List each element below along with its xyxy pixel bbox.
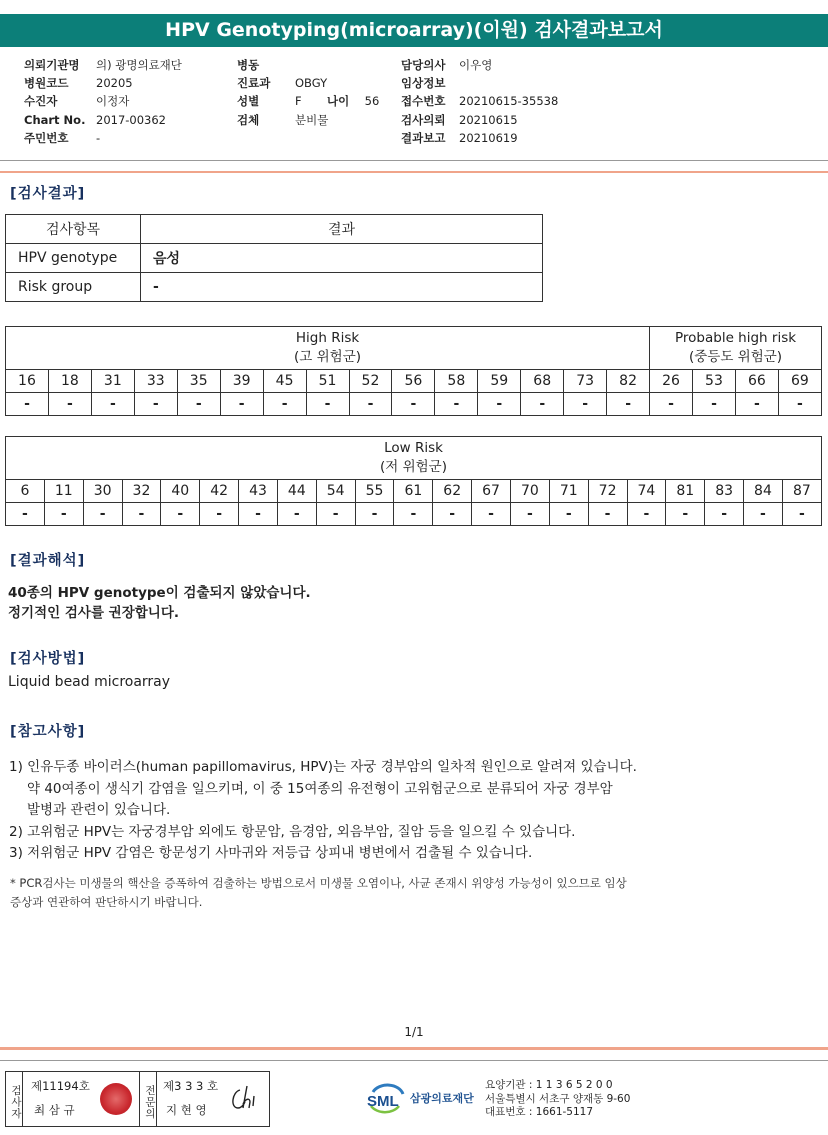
low-risk-type-cell: 84 — [744, 480, 783, 503]
section-method-title: [검사방법] — [10, 651, 86, 667]
low-risk-label-ko: (저 위험군) — [380, 459, 447, 475]
low-risk-result-cell: - — [122, 503, 161, 526]
high-risk-type-cell: 82 — [607, 370, 650, 393]
probable-risk-type-cell: 69 — [778, 370, 821, 393]
result-header-item: 검사항목 — [6, 215, 141, 244]
low-risk-result-cell: - — [161, 503, 200, 526]
low-risk-result-cell: - — [627, 503, 666, 526]
examiner-label: 검사자 — [6, 1072, 23, 1126]
high-risk-type-cell: 31 — [91, 370, 134, 393]
info3-label: 임상정보 — [401, 76, 446, 91]
low-risk-type-cell: 30 — [83, 480, 122, 503]
result-summary-table — [5, 214, 543, 302]
info2-row — [237, 74, 328, 92]
header-divider — [0, 160, 828, 161]
low-risk-result-cell: - — [239, 503, 278, 526]
info3-label: 검사의뢰 — [401, 112, 446, 127]
specialist-label: 전문의 — [140, 1072, 157, 1126]
low-risk-type-cell: 40 — [161, 480, 200, 503]
patient-info-col1 — [24, 56, 182, 147]
low-risk-type-cell: 74 — [627, 480, 666, 503]
low-risk-result-cell: - — [355, 503, 394, 526]
info1-row — [24, 56, 182, 74]
high-risk-result-cell: - — [134, 393, 177, 416]
high-risk-type-cell: 35 — [177, 370, 220, 393]
low-risk-result-cell: - — [6, 503, 45, 526]
info1-row — [24, 74, 182, 92]
probable-risk-label-ko: (중등도 위험군) — [688, 349, 783, 365]
page-number: 1/1 — [404, 1025, 424, 1039]
info2-value: 분비물 — [295, 112, 329, 127]
info3-row — [401, 74, 558, 92]
low-risk-type-cell: 32 — [122, 480, 161, 503]
probable-risk-result-cell: - — [693, 393, 736, 416]
high-risk-type-cell: 58 — [435, 370, 478, 393]
result-value-risk-group: - — [141, 273, 543, 302]
notes-list — [9, 757, 637, 865]
low-risk-result-cell: - — [433, 503, 472, 526]
info2-value: OBGY — [295, 76, 328, 91]
high-risk-result-cell: - — [521, 393, 564, 416]
info1-label: 병원코드 — [24, 76, 69, 91]
info1-row — [24, 92, 182, 110]
low-risk-result-cell: - — [277, 503, 316, 526]
probable-risk-type-cell: 66 — [735, 370, 778, 393]
low-risk-type-cell: 81 — [666, 480, 705, 503]
low-risk-result-cell: - — [200, 503, 239, 526]
info3-label: 접수번호 — [401, 94, 446, 109]
high-risk-result-cell: - — [435, 393, 478, 416]
info1-label: Chart No. — [24, 112, 86, 127]
specialist-name: 지 현 영 — [166, 1103, 207, 1117]
info1-value: 20205 — [96, 76, 133, 91]
result-value-genotype: 음성 — [141, 244, 543, 273]
info3-row — [401, 92, 558, 110]
high-risk-type-cell: 52 — [349, 370, 392, 393]
interpretation-text — [8, 583, 311, 623]
info2-label: 검체 — [237, 112, 260, 127]
low-risk-result-cell: - — [394, 503, 433, 526]
info2-label: 진료과 — [237, 76, 271, 91]
low-risk-type-cell: 87 — [782, 480, 821, 503]
high-risk-result-cell: - — [6, 393, 49, 416]
probable-risk-label-en: Probable high risk — [675, 330, 797, 346]
age-field — [327, 92, 379, 110]
high-risk-type-cell: 68 — [521, 370, 564, 393]
low-risk-type-cell: 70 — [510, 480, 549, 503]
info1-value: 2017-00362 — [96, 112, 166, 127]
probable-risk-result-cell: - — [778, 393, 821, 416]
high-risk-type-cell: 56 — [392, 370, 435, 393]
high-risk-result-cell: - — [392, 393, 435, 416]
high-risk-result-cell: - — [349, 393, 392, 416]
info3-row — [401, 129, 558, 147]
sml-logo-icon — [365, 1076, 407, 1118]
examiner-name: 최 삼 규 — [34, 1103, 75, 1117]
info3-value: 이우영 — [459, 58, 493, 72]
signature-box — [5, 1071, 270, 1127]
examiner-number: 제11194호 — [31, 1079, 90, 1093]
high-risk-result-cell: - — [48, 393, 91, 416]
low-risk-result-cell: - — [316, 503, 355, 526]
info3-row — [401, 111, 558, 129]
footer-divider — [0, 1060, 828, 1061]
info2-row — [237, 111, 328, 129]
note-2: 2) 고위험군 HPV는 자궁경부암 외에도 항문암, 음경암, 외음부암, 질암 등을 일으킬 수 있습니다. — [9, 823, 576, 840]
low-risk-result-cell: - — [588, 503, 627, 526]
interpretation-line1-rest: 이 검출되지 않았습니다. — [165, 585, 311, 601]
info2-value: F — [295, 94, 302, 109]
low-risk-type-cell: 72 — [588, 480, 627, 503]
high-risk-result-cell: - — [177, 393, 220, 416]
result-item-risk-group: Risk group — [6, 273, 141, 302]
footnote-line1: * PCR검사는 미생물의 핵산을 증폭하여 검출하는 방법으로서 미생물 오염이나, 사균 존재시 위양성 가능성이 있으므로 임상 — [10, 876, 627, 890]
patient-info-col2 — [237, 56, 328, 129]
section-notes-title: [참고사항] — [10, 724, 86, 740]
examiner-seal — [100, 1083, 132, 1115]
info2-row — [237, 92, 328, 110]
result-item-genotype: HPV genotype — [6, 244, 141, 273]
probable-risk-type-cell: 26 — [650, 370, 693, 393]
high-risk-result-cell: - — [91, 393, 134, 416]
low-risk-table — [5, 436, 822, 526]
info1-label: 주민번호 — [24, 130, 69, 145]
probable-risk-type-cell: 53 — [693, 370, 736, 393]
low-risk-type-cell: 62 — [433, 480, 472, 503]
low-risk-result-cell: - — [666, 503, 705, 526]
low-risk-type-cell: 42 — [200, 480, 239, 503]
high-risk-type-cell: 45 — [263, 370, 306, 393]
patient-info-col3 — [401, 56, 558, 147]
section-interpretation-title: [결과해석] — [10, 553, 86, 569]
specialist-signature — [228, 1082, 266, 1116]
low-risk-result-cell: - — [782, 503, 821, 526]
info1-value: - — [96, 130, 101, 145]
low-risk-type-cell: 54 — [316, 480, 355, 503]
low-risk-result-cell: - — [83, 503, 122, 526]
low-risk-result-cell: - — [44, 503, 83, 526]
high-risk-result-cell: - — [478, 393, 521, 416]
organization-info — [485, 1079, 630, 1120]
probable-risk-result-cell: - — [735, 393, 778, 416]
note-1-cont: 약 40여종이 생식기 감염을 일으키며, 이 중 15여종의 유전형이 고위험군으로 분류되어 자궁 경부암 — [27, 780, 613, 797]
interpretation-line2: 정기적인 검사를 권장합니다. — [8, 605, 180, 621]
info1-value: 의) 광명의료재단 — [96, 58, 182, 72]
high-risk-result-cell: - — [306, 393, 349, 416]
section-result-title: [검사결과] — [10, 186, 86, 202]
table-row — [6, 273, 543, 302]
low-risk-type-cell: 67 — [472, 480, 511, 503]
table-row — [6, 244, 543, 273]
high-risk-type-cell: 33 — [134, 370, 177, 393]
info2-label: 병동 — [237, 58, 260, 72]
info1-label: 수진자 — [24, 94, 58, 109]
low-risk-type-cell: 6 — [6, 480, 45, 503]
age-label: 나이 — [327, 94, 350, 108]
info1-value: 이정자 — [96, 94, 130, 109]
footer-accent-divider — [0, 1047, 828, 1050]
info2-label: 성별 — [237, 94, 260, 109]
high-risk-label-ko: (고 위험군) — [294, 349, 362, 365]
high-risk-type-cell: 59 — [478, 370, 521, 393]
organization-phone: 대표번호 : 1661-5117 — [485, 1106, 594, 1118]
low-risk-type-cell: 44 — [277, 480, 316, 503]
low-risk-result-cell: - — [510, 503, 549, 526]
low-risk-type-cell: 11 — [44, 480, 83, 503]
result-header-result: 결과 — [141, 215, 543, 244]
high-risk-type-cell: 16 — [6, 370, 49, 393]
low-risk-label-en: Low Risk — [384, 440, 443, 456]
interpretation-line1-bold: 40종의 HPV genotype — [8, 585, 166, 601]
high-risk-type-cell: 51 — [306, 370, 349, 393]
info1-row — [24, 129, 182, 147]
specialist-number: 제3 3 3 호 — [163, 1079, 219, 1093]
age-value: 56 — [364, 94, 380, 108]
low-risk-result-cell: - — [472, 503, 511, 526]
low-risk-type-cell: 43 — [239, 480, 278, 503]
low-risk-result-cell: - — [744, 503, 783, 526]
info1-label: 의뢰기관명 — [24, 58, 80, 72]
low-risk-type-cell: 71 — [549, 480, 588, 503]
method-text: Liquid bead microarray — [8, 674, 171, 690]
high-risk-result-cell: - — [263, 393, 306, 416]
note-3: 3) 저위험군 HPV 감염은 항문성기 사마귀와 저등급 상피내 병변에서 검출될 수 있습니다. — [9, 845, 533, 861]
probable-risk-result-cell: - — [650, 393, 693, 416]
low-risk-result-cell: - — [705, 503, 744, 526]
high-risk-header — [6, 327, 650, 370]
sml-logo-text: SML — [367, 1093, 399, 1110]
high-risk-type-cell: 73 — [564, 370, 607, 393]
high-risk-result-cell: - — [220, 393, 263, 416]
organization-address: 서울특별시 서초구 양재동 9-60 — [485, 1092, 631, 1105]
info3-value: 20210615 — [459, 112, 518, 127]
probable-risk-header — [650, 327, 822, 370]
info3-value: 20210619 — [459, 130, 518, 145]
high-risk-type-cell: 18 — [48, 370, 91, 393]
info3-label: 담당의사 — [401, 58, 446, 72]
high-risk-label-en: High Risk — [295, 330, 360, 346]
high-risk-result-cell: - — [564, 393, 607, 416]
low-risk-header — [6, 437, 822, 480]
info2-row — [237, 56, 328, 74]
info1-row — [24, 111, 182, 129]
low-risk-type-cell: 61 — [394, 480, 433, 503]
high-risk-result-cell: - — [607, 393, 650, 416]
header-accent-divider — [0, 171, 828, 173]
high-risk-type-cell: 39 — [220, 370, 263, 393]
low-risk-result-cell: - — [549, 503, 588, 526]
note-1: 1) 인유두종 바이러스(human papillomavirus, HPV)는 자궁 경부암의 일차적 원인으로 알려져 있습니다. — [9, 759, 637, 775]
high-risk-table — [5, 326, 822, 416]
low-risk-type-cell: 83 — [705, 480, 744, 503]
report-title: HPV Genotyping(microarray)(이원) 검사결과보고서 — [0, 14, 828, 47]
organization-code: 요양기관 : 1 1 3 6 5 2 0 0 — [485, 1079, 613, 1091]
organization-name: 삼광의료재단 — [410, 1092, 474, 1105]
info3-label: 결과보고 — [401, 130, 446, 145]
footnote-line2: 증상과 연관하여 판단하시기 바랍니다. — [10, 895, 203, 909]
info3-row — [401, 56, 558, 74]
footnote — [10, 874, 627, 912]
note-1-cont2: 발병과 관련이 있습니다. — [27, 802, 171, 818]
low-risk-type-cell: 55 — [355, 480, 394, 503]
info3-value: 20210615-35538 — [459, 94, 559, 109]
